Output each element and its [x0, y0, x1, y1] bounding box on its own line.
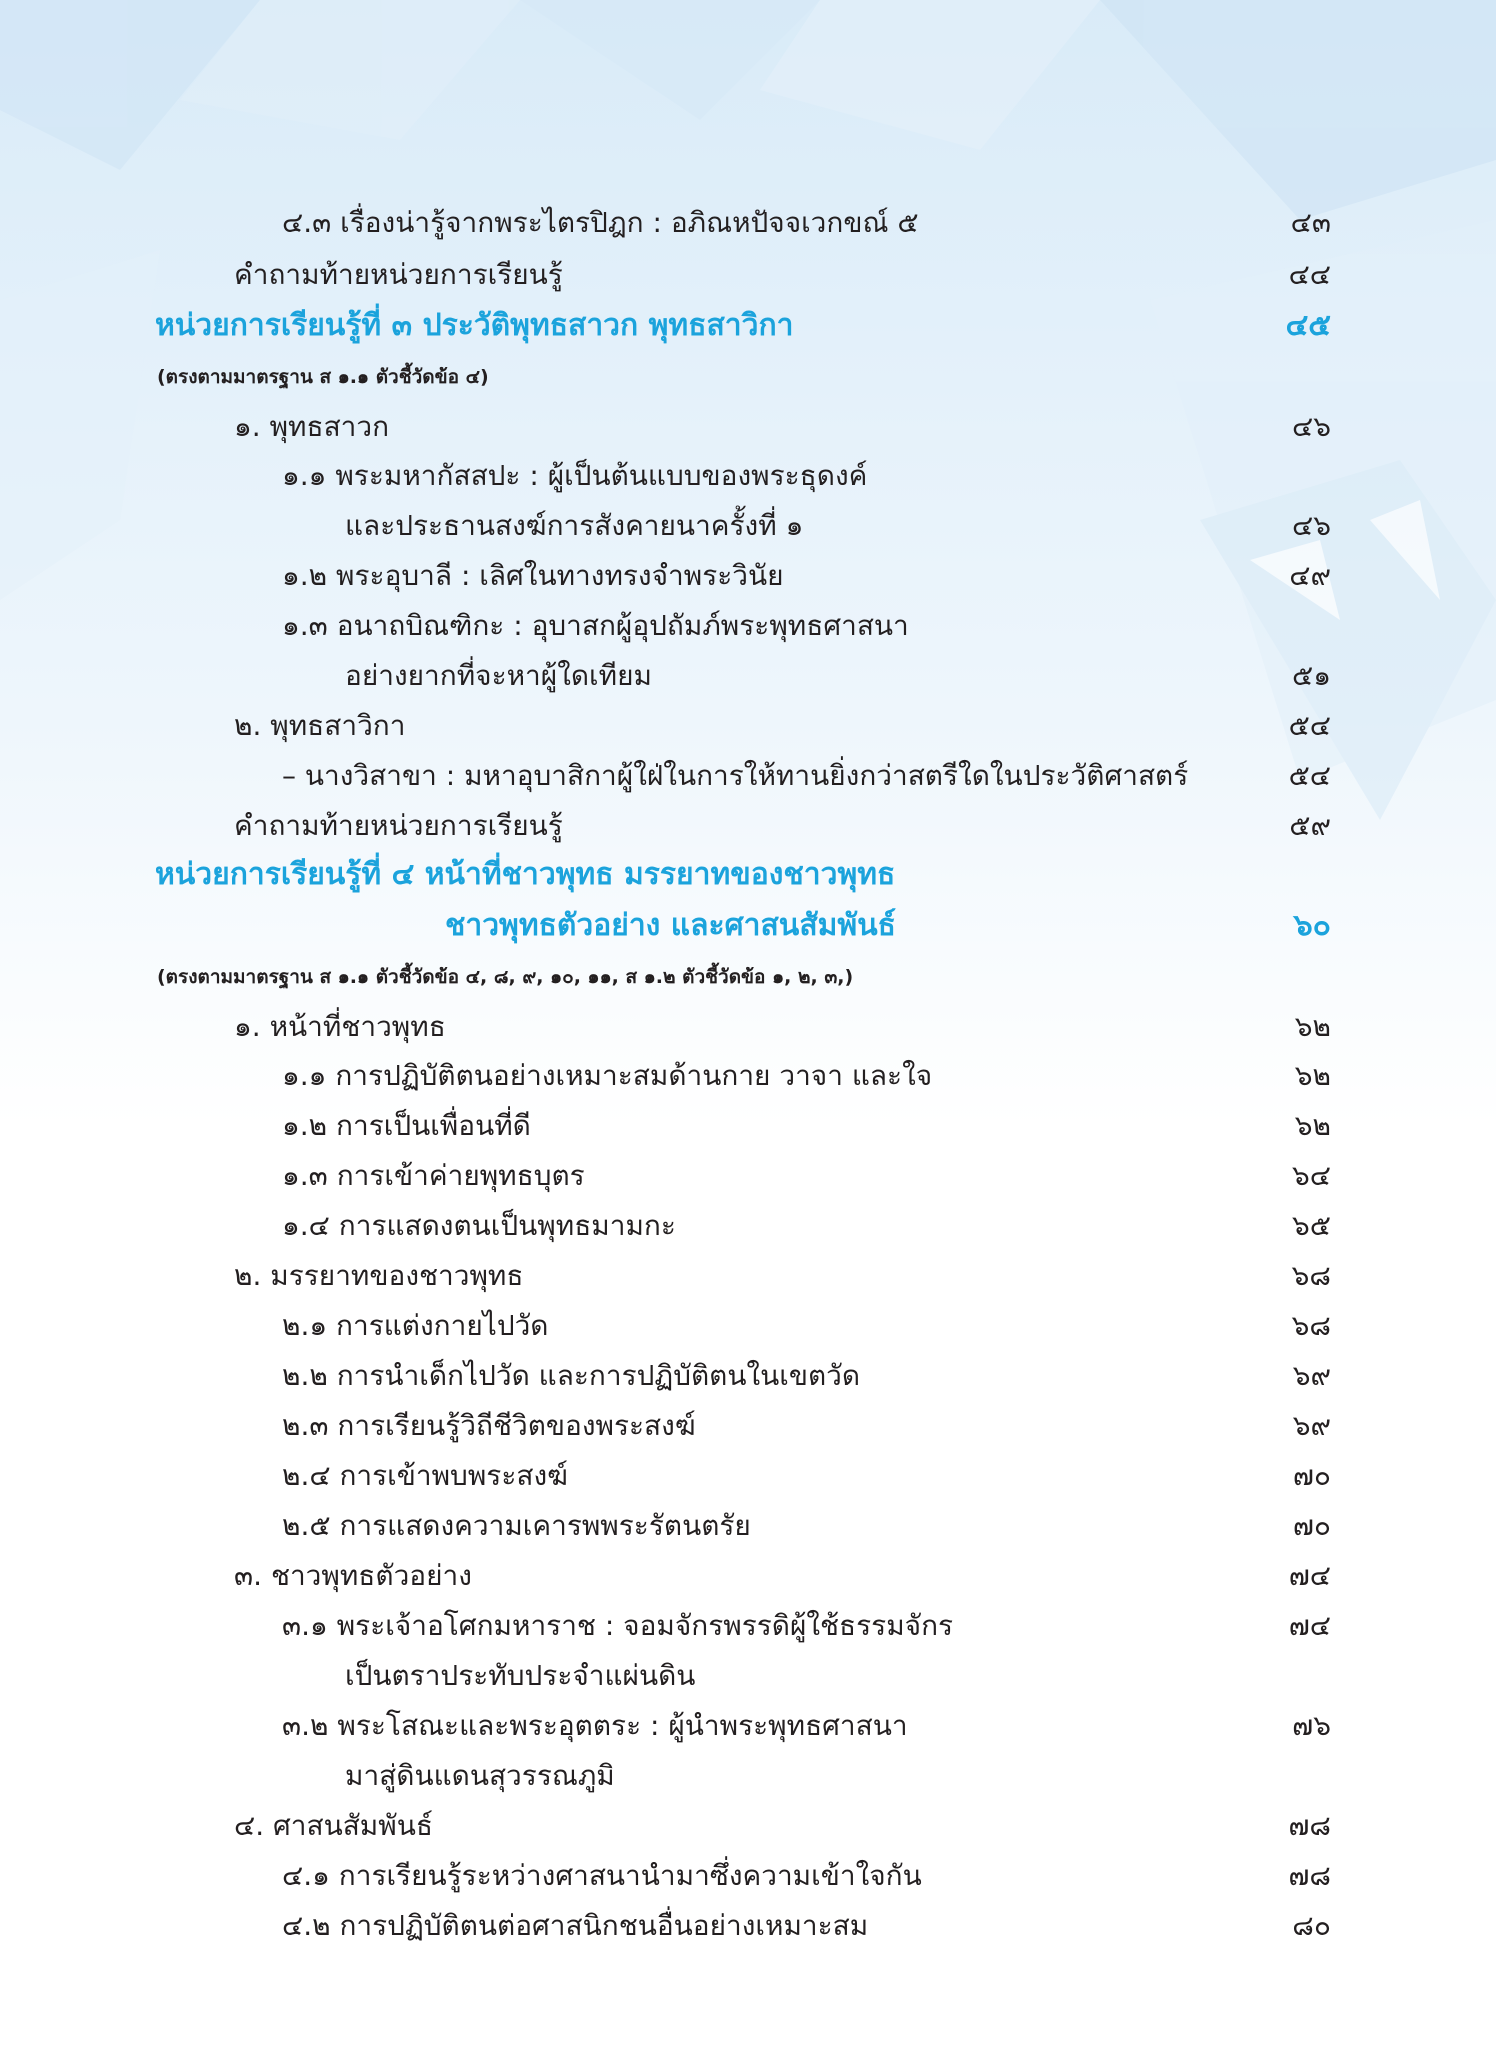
toc-entry — [0, 701, 1496, 751]
toc-entry-page: ๔๙ — [1289, 559, 1331, 592]
toc-entry-title: ๒.๔ การเข้าพบพระสงฆ์ — [282, 1459, 568, 1492]
toc-entry — [0, 801, 1496, 851]
unit-heading-title: ชาวพุทธตัวอย่าง และศาสนสัมพันธ์ — [445, 908, 896, 943]
toc-entry — [0, 1751, 1496, 1801]
toc-entry-page: ๗๖ — [1292, 1709, 1331, 1742]
unit-heading-title: หน่วยการเรียนรู้ที่ ๔ หน้าที่ชาวพุทธ มรรยาทของชาวพุทธ — [155, 857, 896, 892]
toc-entry — [0, 198, 1496, 248]
toc-entry — [0, 1201, 1496, 1251]
unit-heading-page: ๔๕ — [1285, 308, 1331, 343]
toc-entry-title: ๒. พุทธสาวิกา — [234, 709, 406, 742]
toc-entry-page: ๗๐ — [1292, 1459, 1331, 1492]
toc-entry-title: ๒.๓ การเรียนรู้วิถีชีวิตของพระสงฆ์ — [282, 1409, 696, 1442]
toc-entry-title: ๔.๑ การเรียนรู้ระหว่างศาสนานำมาซึ่งความเข้าใจกัน — [282, 1859, 922, 1892]
toc-entry-page: ๖๕ — [1292, 1209, 1331, 1242]
standard-note — [0, 352, 1496, 402]
toc-entry-page: ๖๙ — [1292, 1409, 1331, 1442]
toc-entry — [0, 1651, 1496, 1701]
toc-entry-title: ๔.๒ การปฏิบัติตนต่อศาสนิกชนอื่นอย่างเหมาะสม — [282, 1909, 869, 1942]
toc-entry-title: ๓.๑ พระเจ้าอโศกมหาราช : จอมจักรพรรดิผู้ใช้ธรรมจักร — [282, 1609, 954, 1642]
toc-entry — [0, 501, 1496, 551]
toc-entry-title: – นางวิสาขา : มหาอุบาสิกาผู้ใฝ่ในการให้ทานยิ่งกว่าสตรีใดในประวัติศาสตร์ — [282, 759, 1189, 792]
toc-entry-title: ๓. ชาวพุทธตัวอย่าง — [234, 1559, 472, 1592]
toc-entry-title: ๑.๔ การแสดงตนเป็นพุทธมามกะ — [282, 1209, 676, 1242]
toc-entry-page: ๗๐ — [1292, 1509, 1331, 1542]
toc-entry — [0, 1051, 1496, 1101]
toc-entry-title: เป็นตราประทับประจำแผ่นดิน — [345, 1659, 696, 1692]
toc-entry — [0, 651, 1496, 701]
unit-heading-page: ๖๐ — [1293, 908, 1331, 943]
toc-entry-title: ๑.๑ พระมหากัสสปะ : ผู้เป็นต้นแบบของพระธุดงค์ — [282, 459, 868, 492]
unit-heading — [0, 901, 1496, 951]
standard-note-text: (ตรงตามมาตรฐาน ส ๑.๑ ตัวชี้วัดข้อ ๔, ๘, ๙, ๑๐, ๑๑, ส ๑.๒ ตัวชี้วัดข้อ ๑, ๒, ๓,) — [157, 966, 854, 988]
toc-entry-page: ๕๔ — [1288, 759, 1331, 792]
toc-entry — [0, 1451, 1496, 1501]
toc-entry — [0, 1501, 1496, 1551]
toc-entry-title: ๒.๑ การแต่งกายไปวัด — [282, 1309, 549, 1342]
toc-entry-page: ๖๒ — [1294, 1010, 1331, 1043]
toc-entry — [0, 1101, 1496, 1151]
toc-entry — [0, 402, 1496, 452]
toc-entry — [0, 1851, 1496, 1901]
toc-entry-title: ๑.๒ การเป็นเพื่อนที่ดี — [282, 1109, 531, 1142]
toc-entry — [0, 1701, 1496, 1751]
toc-entry-page: ๖๔ — [1292, 1159, 1331, 1192]
toc-entry-title: ๑.๒ พระอุบาลี : เลิศในทางทรงจำพระวินัย — [282, 559, 784, 592]
unit-heading — [0, 850, 1496, 900]
toc-entry — [0, 1301, 1496, 1351]
toc-entry-title: คำถามท้ายหน่วยการเรียนรู้ — [234, 809, 563, 842]
standard-note — [0, 952, 1496, 1002]
toc-entry-page: ๔๖ — [1292, 410, 1331, 443]
toc-entry — [0, 601, 1496, 651]
toc-entry-title: ๑.๓ การเข้าค่ายพุทธบุตร — [282, 1159, 585, 1192]
toc-entry-title: คำถามท้ายหน่วยการเรียนรู้ — [234, 258, 563, 291]
toc-entry-title: ๒.๒ การนำเด็กไปวัด และการปฏิบัติตนในเขตวัด — [282, 1359, 861, 1392]
toc-entry-title: ๔. ศาสนสัมพันธ์ — [234, 1809, 433, 1842]
toc-entry-page: ๘๐ — [1292, 1909, 1331, 1942]
toc-entry-title: อย่างยากที่จะหาผู้ใดเทียม — [345, 659, 652, 692]
toc-entry-page: ๔๓ — [1290, 206, 1331, 239]
toc-entry-page: ๗๘ — [1288, 1809, 1331, 1842]
toc-entry-page: ๕๙ — [1289, 809, 1331, 842]
toc-entry-title: ๑. พุทธสาวก — [234, 410, 390, 443]
toc-entry-page: ๖๘ — [1291, 1259, 1331, 1292]
unit-heading-title: หน่วยการเรียนรู้ที่ ๓ ประวัติพุทธสาวก พุทธสาวิกา — [155, 308, 794, 343]
toc-entry-title: ๑.๑ การปฏิบัติตนอย่างเหมาะสมด้านกาย วาจา และใจ — [282, 1059, 933, 1092]
toc-entry-page: ๖๘ — [1291, 1309, 1331, 1342]
toc-entry-page: ๕๑ — [1292, 659, 1331, 692]
toc-entry-page: ๔๔ — [1288, 258, 1331, 291]
toc-entry — [0, 551, 1496, 601]
toc-entry-title: ๒. มรรยาทของชาวพุทธ — [234, 1259, 524, 1292]
standard-note-text: (ตรงตามมาตรฐาน ส ๑.๑ ตัวชี้วัดข้อ ๔) — [157, 366, 489, 388]
toc-entry-page: ๖๒ — [1294, 1059, 1331, 1092]
toc-entry — [0, 1801, 1496, 1851]
toc-entry-title: ๔.๓ เรื่องน่ารู้จากพระไตรปิฎก : อภิณหปัจจเวกขณ์ ๕ — [282, 206, 919, 239]
toc-entry — [0, 1601, 1496, 1651]
toc-entry — [0, 1151, 1496, 1201]
toc-entry-page: ๔๖ — [1292, 509, 1331, 542]
toc-entry — [0, 1551, 1496, 1601]
toc-entry-title: ๒.๕ การแสดงความเคารพพระรัตนตรัย — [282, 1509, 751, 1542]
toc-entry-page: ๗๔ — [1288, 1559, 1331, 1592]
unit-heading — [0, 301, 1496, 351]
toc-entry-title: และประธานสงฆ์การสังคายนาครั้งที่ ๑ — [345, 509, 804, 542]
toc-entry-page: ๕๔ — [1288, 709, 1331, 742]
toc-entry — [0, 451, 1496, 501]
toc-entry — [0, 1351, 1496, 1401]
toc-entry-title: ๓.๒ พระโสณะและพระอุตตระ : ผู้นำพระพุทธศาสนา — [282, 1709, 908, 1742]
toc-entry — [0, 1002, 1496, 1052]
toc-entry-page: ๗๔ — [1288, 1609, 1331, 1642]
toc-entry — [0, 751, 1496, 801]
toc-entry — [0, 1901, 1496, 1951]
toc-entry-page: ๗๘ — [1288, 1859, 1331, 1892]
toc-entry — [0, 1401, 1496, 1451]
toc-entry — [0, 1251, 1496, 1301]
toc-entry-title: มาสู่ดินแดนสุวรรณภูมิ — [345, 1759, 615, 1792]
toc-entry-page: ๖๙ — [1292, 1359, 1331, 1392]
toc-entry-page: ๖๒ — [1294, 1109, 1331, 1142]
toc-entry — [0, 250, 1496, 300]
toc-entry-title: ๑.๓ อนาถบิณฑิกะ : อุบาสกผู้อุปถัมภ์พระพุทธศาสนา — [282, 609, 909, 642]
toc-entry-title: ๑. หน้าที่ชาวพุทธ — [234, 1010, 446, 1043]
